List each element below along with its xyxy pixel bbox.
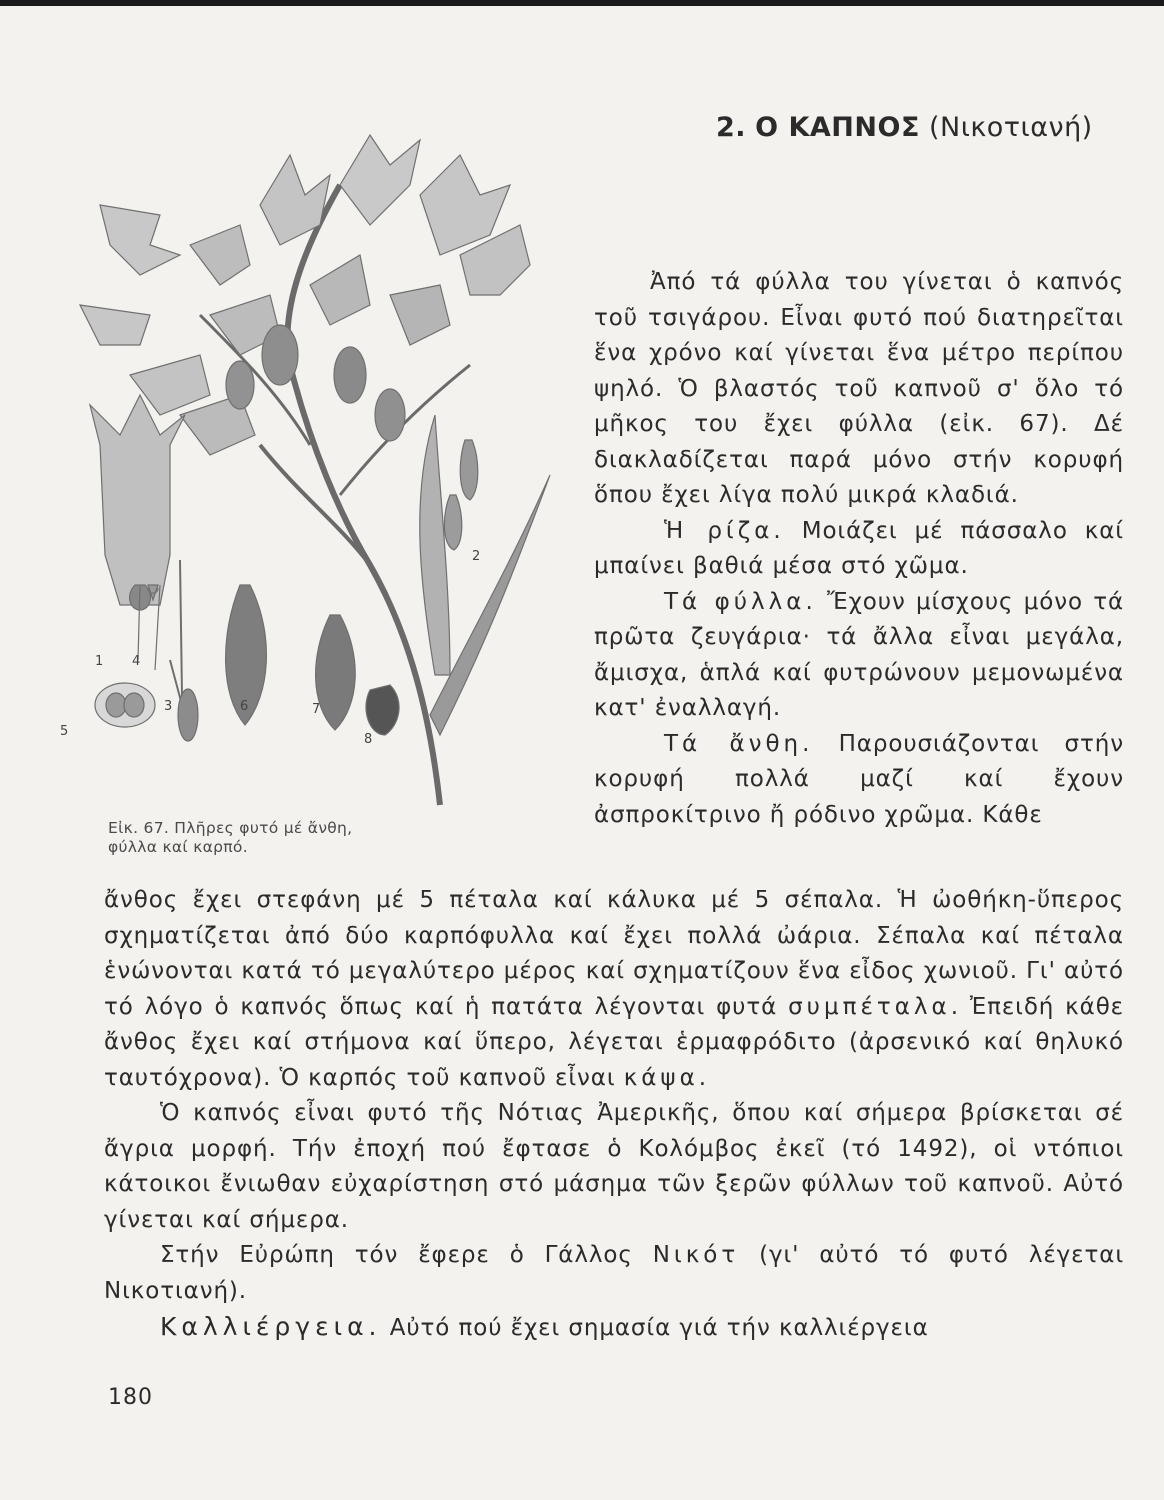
term-flowers: Τά ἄνθη. — [664, 730, 814, 757]
full-width-text — [104, 883, 1124, 1347]
caption-line: φύλλα καί καρπό. — [108, 838, 248, 856]
figure-label-5: 5 — [60, 724, 69, 739]
paragraph-root — [594, 514, 1124, 585]
leaves-text: Ἔχουν μίσχους μόνο τά πρῶτα ζευγάρια· τά ἄλλα εἶναι μεγάλα, ἄμισχα, ἁπλά καί φυτρώνουν μεμονωμένα κατ' ἐναλλαγή. — [594, 588, 1125, 721]
term-cultivation: Καλλιέργεια. — [160, 1312, 382, 1341]
cultivation-text: Αὐτό πού ἔχει σημασία γιά τήν καλλιέργεια — [381, 1315, 929, 1341]
figure-label-4: 4 — [132, 654, 141, 669]
sentence-end: . — [698, 1064, 707, 1091]
right-column-text — [594, 265, 1124, 833]
term-sympetala: συμπέταλα — [788, 993, 951, 1020]
europe-text-2: (γι' αὐτό τό φυτό λέγεται Νικοτιανή). — [104, 1242, 1125, 1304]
page-number: 180 — [108, 1385, 153, 1410]
flowers-continued-text: ἄνθος ἔχει στεφάνη μέ 5 πέταλα καί κάλυκα μέ 5 σέπαλα. Ἡ ὠοθήκη-ὕπερος σχηματίζεται ἀπό δύο καρπόφυλλα καί ἔχει πολλά ὠάρια. Σέπαλα καί πέταλα ἑνώνονται κατά τό μεγαλύτερο μέρος καί σχηματίζουν ἕνα εἶδος χωνιοῦ. Γι' αὐτό τό λόγο ὁ καπνός ὅπως καί ἡ πατάτα λέγονται φυτά — [104, 887, 1124, 1020]
paragraph-origin: Ὁ καπνός εἶναι φυτό τῆς Νότιας Ἀμερικῆς, ὅπου καί σήμερα βρίσκεται σέ ἄγρια μορφή. Τήν ἐποχή πού ἔφτασε ὁ Κολόμβος ἐκεῖ (τό 1492), οἱ ντόπιοι κάτοικοι ἔνιωθαν εὐχαρίστηση στό μάσημα τῶν ξερῶν φύλλων τοῦ καπνοῦ. Αὐτό γίνεται καί σήμερα. — [104, 1100, 1124, 1233]
figure-caption — [108, 819, 468, 857]
section-heading: Ο ΚΑΠΝΟΣ — [755, 112, 920, 143]
figure-label-6: 6 — [240, 699, 249, 714]
section-heading-latin: (Νικοτιανή) — [929, 112, 1093, 143]
paragraph-cultivation — [104, 1309, 1124, 1347]
figure-label-2: 2 — [472, 549, 481, 564]
figure-label-7: 7 — [312, 702, 321, 717]
section-title — [716, 112, 1126, 143]
paragraph-intro: Ἀπό τά φύλλα του γίνεται ὁ καπνός τοῦ τσιγάρου. Εἶναι φυτό πού διατηρεῖται ἕνα χρόνο καί γίνεται ἕνα μέτρο περίπου ψηλό. Ὁ βλαστός τοῦ καπνοῦ σ' ὅλο τό μῆκος του ἔχει φύλλα (εἰκ. 67). Δέ διακλαδίζεται παρά μόνο στήν κορυφή ὅπου ἔχει λίγα πολύ μικρά κλαδιά. — [594, 269, 1124, 508]
figure-label-3: 3 — [164, 699, 173, 714]
europe-text: Στήν Εὐρώπη τόν ἔφερε ὁ Γάλλος — [160, 1242, 653, 1268]
section-number: 2. — [716, 112, 747, 143]
figure-label-8: 8 — [364, 732, 373, 747]
figure-label-1: 1 — [95, 654, 104, 669]
paragraph-europe — [104, 1238, 1124, 1309]
flowers-continued-text-2: . Ἐπειδή κάθε ἄνθος ἔχει καί στήμονα καί ὕπερο, λέγεται ἑρμαφρόδιτο (ἀρσενικό καί θηλυκό ταυτόχρονα). Ὁ καρπός τοῦ καπνοῦ εἶναι — [104, 993, 1125, 1091]
page-top-edge — [0, 0, 1164, 6]
paragraph-flowers — [594, 727, 1124, 834]
flowers-text: Παρουσιάζονται στήν κορυφή πολλά μαζί καί ἔχουν ἀσπροκίτρινο ἤ ρόδινο χρῶμα. Κάθε — [594, 730, 1124, 828]
tobacco-plant-illustration — [40, 115, 570, 815]
paragraph-leaves — [594, 585, 1124, 727]
root-text: Μοιάζει μέ πάσσαλο καί μπαίνει βαθιά μέσα στό χῶμα. — [594, 517, 1124, 579]
term-capsule: κάψα — [623, 1064, 699, 1091]
name-nicot: Νικότ — [652, 1242, 740, 1268]
term-leaves: Τά φύλλα. — [664, 588, 817, 615]
caption-line: Εἰκ. 67. Πλῆρες φυτό μέ ἄνθη, — [108, 819, 353, 837]
term-root: Ἡ ρίζα. — [664, 517, 785, 544]
paragraph-flowers-continued — [104, 883, 1124, 1096]
